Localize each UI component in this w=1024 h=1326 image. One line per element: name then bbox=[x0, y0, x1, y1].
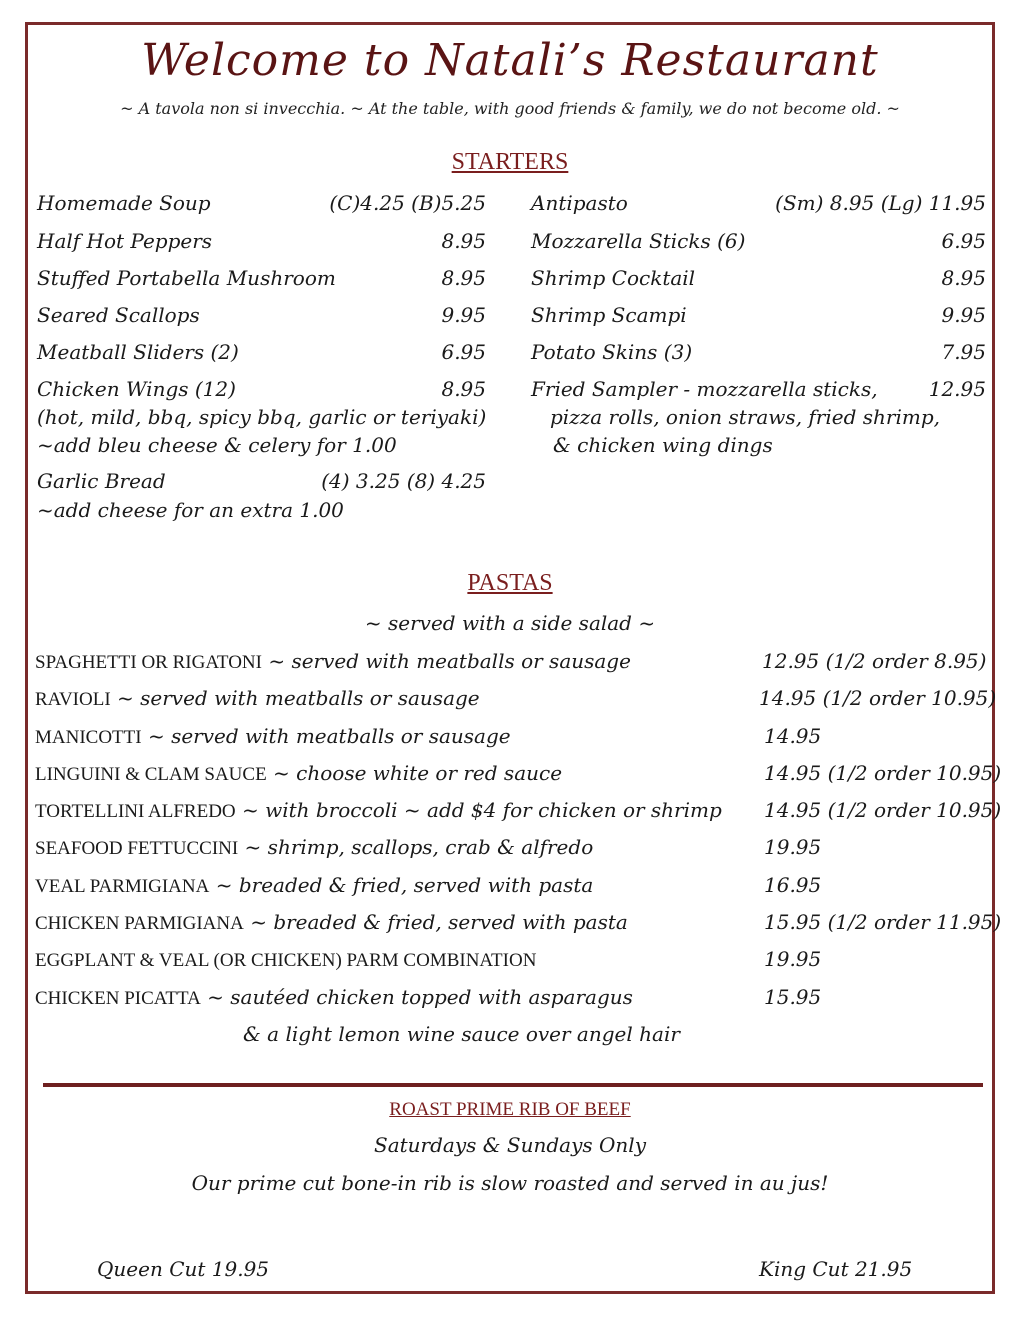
starter-item-name: Garlic Bread bbox=[37, 469, 166, 493]
pasta-price: 19.95 bbox=[764, 947, 822, 971]
pasta-name: RAVIOLI bbox=[35, 689, 111, 710]
pasta-desc: ~ breaded & fried, served with pasta bbox=[209, 873, 594, 897]
pasta-price: 16.95 bbox=[764, 873, 822, 897]
sampler-note: pizza rolls, onion straws, fried shrimp, bbox=[550, 405, 940, 429]
pasta-name: CHICKEN PARMIGIANA bbox=[35, 913, 244, 934]
starter-item-price: 8.95 bbox=[441, 377, 486, 401]
starter-item-price: 8.95 bbox=[441, 229, 486, 253]
pasta-name: EGGPLANT & VEAL (OR CHICKEN) PARM COMBINATION bbox=[35, 950, 537, 971]
king-cut: King Cut 21.95 bbox=[759, 1257, 913, 1281]
pasta-item bbox=[35, 798, 722, 823]
starter-item-name: Fried Sampler - mozzarella sticks, bbox=[531, 377, 878, 401]
section-divider bbox=[43, 1083, 983, 1087]
starter-item-price: 7.95 bbox=[941, 340, 986, 364]
starter-item-price: 8.95 bbox=[941, 266, 986, 290]
sampler-note: & chicken wing dings bbox=[553, 433, 773, 457]
prime-rib-heading: ROAST PRIME RIB OF BEEF bbox=[389, 1099, 631, 1120]
starter-item-name: Mozzarella Sticks (6) bbox=[531, 229, 746, 253]
menu-page bbox=[25, 22, 1002, 1294]
starter-item-name: Seared Scallops bbox=[37, 303, 200, 327]
pasta-item bbox=[35, 724, 511, 749]
pasta-name: LINGUINI & CLAM SAUCE bbox=[35, 764, 267, 785]
starter-item-price: 12.95 bbox=[928, 377, 986, 401]
pasta-name: TORTELLINI ALFREDO bbox=[35, 801, 236, 822]
starter-item-name: Potato Skins (3) bbox=[531, 340, 693, 364]
prime-rib-desc: Our prime cut bone-in rib is slow roasted and served in au jus! bbox=[191, 1171, 829, 1195]
starter-item-name: Half Hot Peppers bbox=[37, 229, 213, 253]
wings-note: (hot, mild, bbq, spicy bbq, garlic or teriyaki) bbox=[37, 405, 487, 429]
starter-item-name: Chicken Wings (12) bbox=[37, 377, 236, 401]
pasta-name: VEAL PARMIGIANA bbox=[35, 876, 210, 897]
starters-heading: STARTERS bbox=[451, 149, 569, 175]
prime-rib-days: Saturdays & Sundays Only bbox=[374, 1133, 646, 1157]
pasta-price: 12.95 (1/2 order 8.95) bbox=[762, 649, 987, 673]
starter-item-price: (Sm) 8.95 (Lg) 11.95 bbox=[775, 191, 986, 215]
pasta-item bbox=[35, 649, 631, 674]
pasta-price: 14.95 (1/2 order 10.95) bbox=[764, 798, 1002, 822]
motto: ~ A tavola non si invecchia. ~ At the table, with good friends & family, we do not become old. ~ bbox=[120, 99, 900, 118]
starter-item-price: 9.95 bbox=[441, 303, 486, 327]
pasta-name: SPAGHETTI OR RIGATONI bbox=[35, 652, 262, 673]
starter-item-name: Stuffed Portabella Mushroom bbox=[37, 266, 336, 290]
starter-item-price: 6.95 bbox=[941, 229, 986, 253]
starter-item-name: Homemade Soup bbox=[37, 191, 211, 215]
starter-item-name: Shrimp Scampi bbox=[531, 303, 687, 327]
starter-item-price: 9.95 bbox=[941, 303, 986, 327]
queen-cut: Queen Cut 19.95 bbox=[97, 1257, 270, 1281]
page-title: Welcome to Natali’s Restaurant bbox=[141, 35, 879, 86]
pasta-price: 14.95 (1/2 order 10.95) bbox=[759, 686, 997, 710]
pasta-desc: ~ served with meatballs or sausage bbox=[261, 649, 631, 673]
pasta-item bbox=[35, 985, 633, 1010]
pastas-subheading: ~ served with a side salad ~ bbox=[364, 611, 656, 635]
pasta-price: 15.95 (1/2 order 11.95) bbox=[764, 910, 1002, 934]
pasta-item bbox=[35, 873, 593, 898]
starter-item-name: Antipasto bbox=[531, 191, 628, 215]
starter-item-price: 6.95 bbox=[441, 340, 486, 364]
pasta-desc: ~ with broccoli ~ add $4 for chicken or shrimp bbox=[235, 798, 722, 822]
wings-note: ~add bleu cheese & celery for 1.00 bbox=[37, 433, 397, 457]
pasta-item bbox=[35, 835, 593, 860]
starter-item-name: Meatball Sliders (2) bbox=[37, 340, 239, 364]
pasta-desc: ~ served with meatballs or sausage bbox=[141, 724, 511, 748]
starter-item-price: (C)4.25 (B)5.25 bbox=[329, 191, 486, 215]
pasta-desc: ~ served with meatballs or sausage bbox=[110, 686, 480, 710]
pasta-item bbox=[35, 761, 562, 786]
pasta-desc: ~ breaded & fried, served with pasta bbox=[243, 910, 628, 934]
pasta-desc: ~ shrimp, scallops, crab & alfredo bbox=[238, 835, 594, 859]
pasta-item bbox=[35, 910, 628, 935]
pasta-price: 19.95 bbox=[764, 835, 822, 859]
pasta-name: CHICKEN PICATTA bbox=[35, 988, 201, 1009]
garlic-note: ~add cheese for an extra 1.00 bbox=[37, 498, 344, 522]
pasta-price: 14.95 (1/2 order 10.95) bbox=[764, 761, 1002, 785]
picatta-note: & a light lemon wine sauce over angel hair bbox=[243, 1022, 680, 1046]
pasta-item bbox=[35, 686, 480, 711]
pasta-desc: ~ sautéed chicken topped with asparagus bbox=[200, 985, 633, 1009]
pastas-heading: PASTAS bbox=[467, 570, 553, 596]
pasta-name: SEAFOOD FETTUCCINI bbox=[35, 838, 239, 859]
pasta-price: 14.95 bbox=[764, 724, 822, 748]
starter-item-name: Shrimp Cocktail bbox=[531, 266, 696, 290]
starter-item-price: 8.95 bbox=[441, 266, 486, 290]
pasta-price: 15.95 bbox=[764, 985, 822, 1009]
pasta-name: MANICOTTI bbox=[35, 727, 142, 748]
starter-item-price: (4) 3.25 (8) 4.25 bbox=[321, 469, 486, 493]
pasta-desc: ~ choose white or red sauce bbox=[266, 761, 563, 785]
pasta-item bbox=[35, 947, 536, 972]
